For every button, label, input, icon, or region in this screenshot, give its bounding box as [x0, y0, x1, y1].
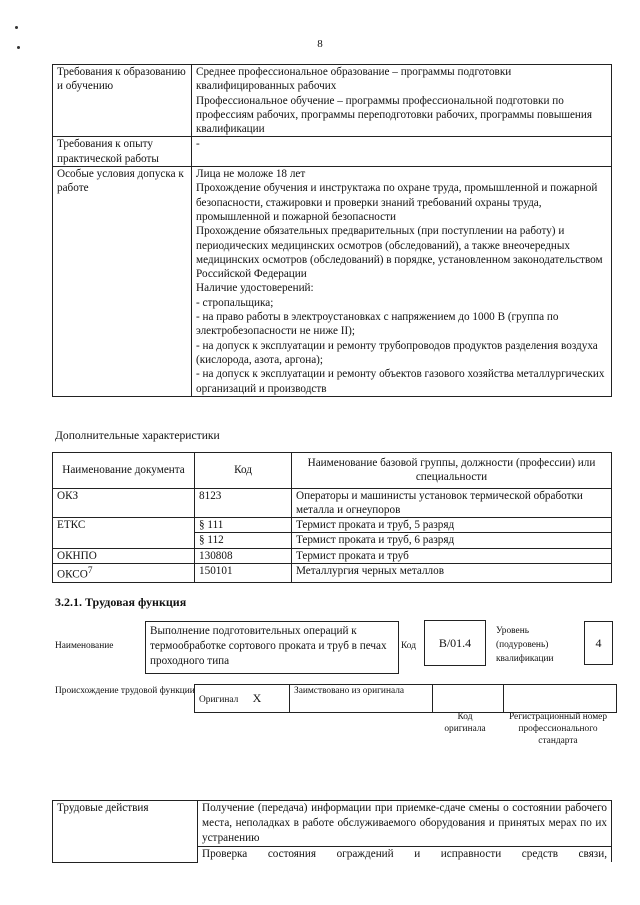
footnote-mark: 7 [87, 566, 93, 577]
additional-characteristics-title: Дополнительные характеристики [55, 429, 220, 442]
table-header-row [53, 453, 612, 489]
table-row [53, 564, 612, 583]
origin-table [194, 684, 617, 713]
reg-number-label: Регистрационный номер профессионального стандарта [508, 712, 608, 746]
original-mark: X [252, 691, 262, 705]
cell-name: Термист проката и труб [292, 548, 612, 563]
code-original-cell [433, 685, 504, 713]
column-header: Наименование документа [53, 453, 195, 489]
content-line: - стропальщика; [196, 296, 274, 309]
cell-name: Термист проката и труб, 5 разряд [292, 518, 612, 533]
labor-actions-table [52, 800, 612, 863]
table-row [53, 801, 612, 847]
cell-code: § 111 [195, 518, 292, 533]
qualification-level-label: Уровень (подуровень) квалификации [496, 626, 554, 664]
content-line: - на право работы в электроустановках с напряжением до 1000 В (группа по электробезопасности не ниже II); [196, 311, 559, 338]
content-line: Наличие удостоверений: [196, 282, 314, 295]
labor-action-item: Получение (передача) информации при приемке-сдаче смены о состоянии рабочего места, неполадках в работе обслуживаемого оборудования и принятых мерах по их устранению [198, 801, 612, 847]
cell-code: § 112 [195, 533, 292, 548]
cell-code: 130808 [195, 548, 292, 563]
row-label: Требования к опыту практической работы [53, 137, 192, 167]
borrowed-label: Заимствовано из оригинала [290, 685, 433, 713]
cell-document: ОКЗ [53, 488, 195, 518]
function-name-value: Выполнение подготовительных операций к термообработке сортового проката и труб в печах проходного типа [145, 621, 399, 674]
section-heading: 3.2.1. Трудовая функция [55, 595, 187, 609]
cell-code: 8123 [195, 488, 292, 518]
reg-number-cell [504, 685, 617, 713]
labor-actions-label: Трудовые действия [53, 801, 198, 863]
requirements-table [52, 64, 612, 397]
cell-name: Термист проката и труб, 6 разряд [292, 533, 612, 548]
cell-name: Операторы и машинисты установок термической обработки металла и огнеупоров [292, 488, 612, 518]
cell-document [53, 564, 195, 583]
row-label: Требования к образованию и обучению [53, 65, 192, 137]
row-content [192, 65, 612, 137]
content-line: Среднее профессиональное образование – программы подготовки квалифицированных рабочих [196, 66, 512, 93]
table-row [195, 685, 617, 713]
content-line: - на допуск к эксплуатации и ремонту объектов газового хозяйства металлургических организаций и производств [196, 368, 605, 395]
function-code-value: B/01.4 [424, 620, 486, 666]
qualification-level-value: 4 [584, 621, 613, 665]
scan-mark [15, 26, 18, 29]
page-number: 8 [317, 38, 323, 50]
column-header: Код [195, 453, 292, 489]
row-label: Особые условия допуска к работе [53, 167, 192, 397]
additional-characteristics-table [52, 452, 612, 583]
original-cell [195, 685, 290, 713]
function-name-label: Наименование [55, 641, 114, 651]
column-header: Наименование базовой группы, должности (профессии) или специальности [292, 453, 612, 489]
content-line: Профессиональное обучение – программы профессиональной подготовки по профессиям рабочих, программы переподготовки рабочих, программы повышения квалификации [196, 94, 593, 136]
cell-name: Металлургия черных металлов [292, 564, 612, 583]
row-content [192, 167, 612, 397]
cell-document: ЕТКС [53, 518, 195, 549]
cell-document: ОКНПО [53, 548, 195, 563]
content-line: - на допуск к эксплуатации и ремонту трубопроводов продуктов разделения воздуха (кислорода, азота, аргона); [196, 339, 598, 366]
table-row [53, 518, 612, 533]
table-row [53, 65, 612, 137]
table-row [53, 167, 612, 397]
content-line: Прохождение обязательных предварительных (при поступлении на работу) и периодических медицинских осмотров (обследований), а также внеочередных медицинских осмотров (обследований) в порядке, установленном законодательством Российской Федерации [196, 225, 603, 281]
content-line: - [196, 138, 200, 151]
original-label: Оригинал [199, 695, 239, 705]
origin-label: Происхождение трудовой функции [55, 686, 195, 696]
code-original-label: Код оригинала [444, 712, 486, 734]
document-code: ОКСО [57, 568, 88, 581]
labor-action-item: Проверка состояния ограждений и исправности средств связи, [198, 847, 612, 863]
table-row [53, 548, 612, 563]
row-content [192, 137, 612, 167]
content-line: Лица не моложе 18 лет [196, 168, 306, 181]
cell-code: 150101 [195, 564, 292, 583]
function-code-label: Код [401, 641, 416, 651]
table-row [53, 488, 612, 518]
table-row [53, 137, 612, 167]
content-line: Прохождение обучения и инструктажа по охране труда, промышленной и пожарной безопасности, стажировки и проверки знаний требований охраны труда, промышленной и пожарной безопасности [196, 182, 598, 223]
